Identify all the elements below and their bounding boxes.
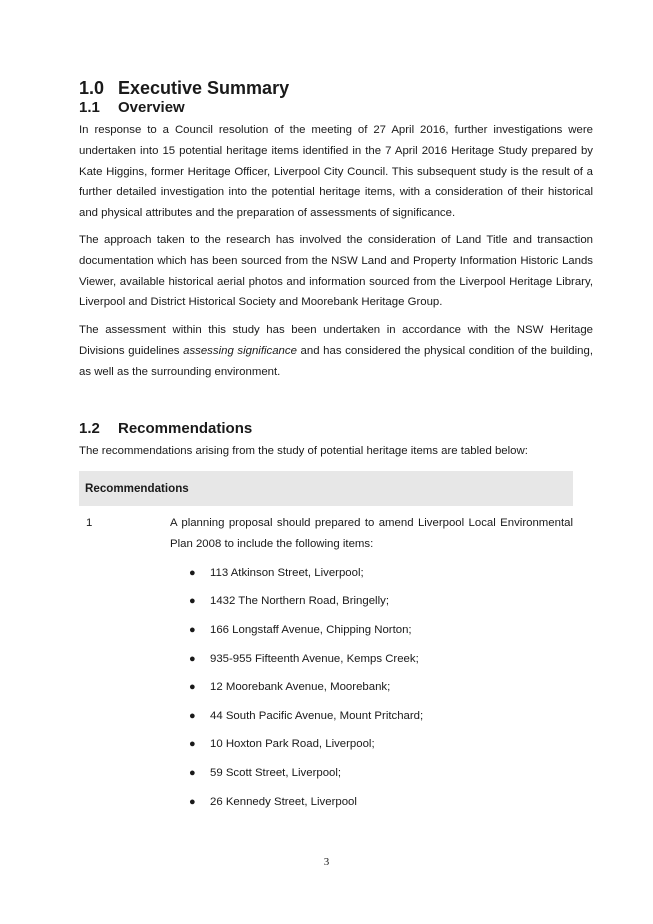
list-item-text: 12 Moorebank Avenue, Moorebank; [210,681,391,694]
list-item-text: 1432 The Northern Road, Bringelly; [210,595,389,608]
list-item-text: 44 South Pacific Avenue, Mount Pritchard; [210,709,424,722]
page-number: 3 [323,856,330,868]
overview-paragraph-2: The approach taken to the research has involved the consideration of Land Title and transaction documentation which has been sourced from the NSW Land and Property Information Historic Lands Viewer, available historical aerial photos and information sourced from the Liverpool Heritage Library, Liverpool and District Historical Society and Moorebank Heritage Group. [79,234,593,309]
list-item-text: 26 Kennedy Street, Liverpool [210,795,357,808]
bullet-icon: ● [189,767,196,780]
overview-paragraph-3 [79,320,593,382]
table-row [79,513,573,813]
list-item-text: 113 Atkinson Street, Liverpool; [210,566,364,579]
bullet-icon: ● [189,652,196,665]
section-heading-executive-summary [79,78,289,99]
section-number: 1.0 [79,78,105,98]
list-item [170,649,573,670]
list-item-text: 166 Longstaff Avenue, Chipping Norton; [210,623,412,636]
items-list [79,563,573,813]
subsection-title: Overview [118,99,185,116]
bullet-icon: ● [189,595,196,608]
list-item [170,763,573,784]
subsection-heading-recommendations [79,420,252,437]
italic-term: assessing significance [183,344,297,357]
list-item [170,706,573,727]
bullet-icon: ● [189,566,196,579]
list-item-text: 10 Hoxton Park Road, Liverpool; [210,738,375,751]
list-item-text: 935-955 Fifteenth Avenue, Kemps Creek; [210,652,419,665]
list-item [170,792,573,813]
list-item [170,677,573,698]
paragraph-text: The assessment within this study has been undertaken in accordance with the NSW Heritage Divisions guidelines [79,324,593,357]
overview-paragraph-1: In response to a Council resolution of the meeting of 27 April 2016, further investigations were undertaken into 15 potential heritage items identified in the 7 April 2016 Heritage Study prepared by Kate Higgins, former Heritage Officer, Liverpool City Council. This subsequent study is the result of a further detailed investigation into the potential heritage items, with a consideration of their historical and physical attributes and the preparation of assessments of significance. [79,124,593,220]
bullet-icon: ● [189,738,196,751]
subsection-number: 1.2 [79,420,100,437]
bullet-icon: ● [189,623,196,636]
bullet-icon: ● [189,681,196,694]
row-text: A planning proposal should prepared to amend Liverpool Local Environmental Plan 2008 to include the following items: [170,517,573,550]
list-item [170,563,573,584]
list-item [170,734,573,755]
paragraph-text: and has considered the physical condition of the building, as well as the surrounding environment. [79,344,593,378]
list-item [170,620,573,641]
subsection-number: 1.1 [79,99,100,116]
list-item-text: 59 Scott Street, Liverpool; [210,767,342,780]
subsection-heading-overview [79,99,185,116]
section-title: Executive Summary [118,78,290,98]
bullet-icon: ● [189,795,196,808]
list-item [170,591,573,612]
bullet-icon: ● [189,709,196,722]
recommendations-table [79,471,573,820]
subsection-title: Recommendations [118,420,253,437]
table-header: Recommendations [79,471,573,506]
row-number: 1 [86,517,93,529]
recommendations-intro: The recommendations arising from the study of potential heritage items are tabled below: [79,445,528,457]
